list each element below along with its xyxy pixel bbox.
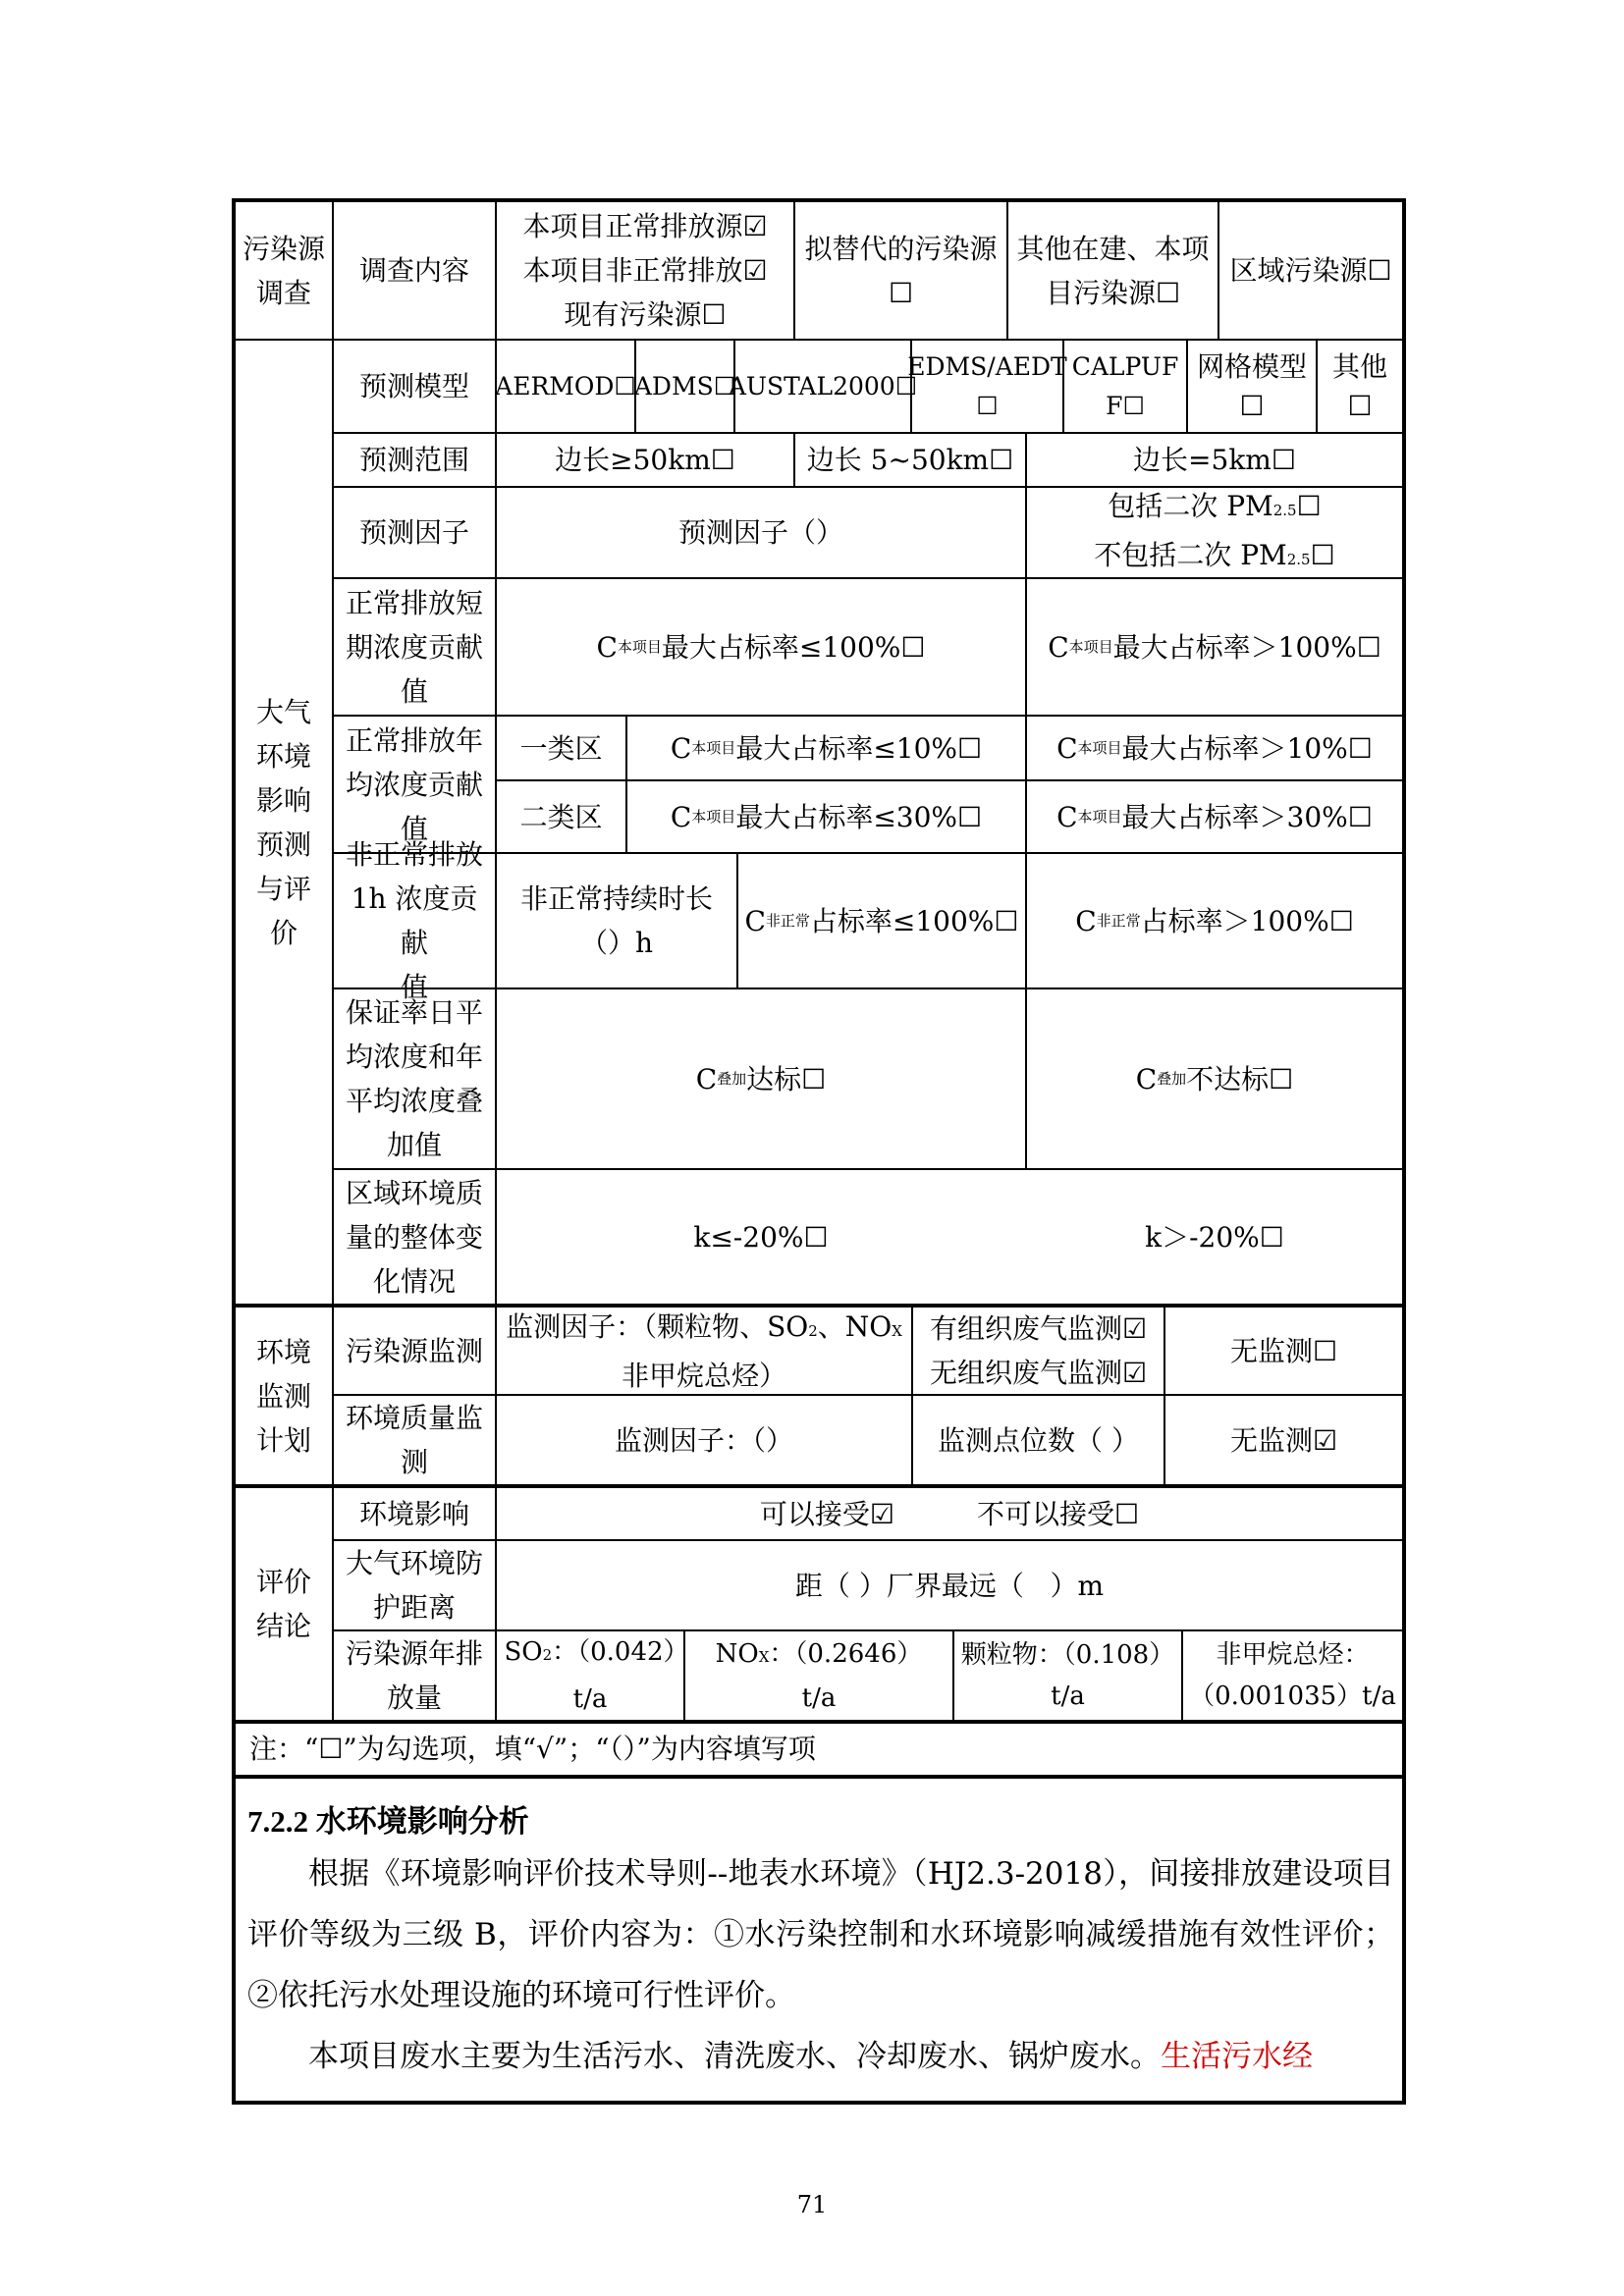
distance-label: 大气环境防 护距离 bbox=[345, 1547, 483, 1624]
model-option-calpuff: CALPUF F☐ bbox=[1071, 351, 1179, 420]
model-option-edms-aedt: EDMS/AEDT ☐ bbox=[907, 351, 1067, 420]
factor-pm25-options: 包括二次 PM2.5☐ 不包括二次 PM2.5☐ bbox=[1094, 489, 1335, 571]
survey-item-label: 调查内容 bbox=[358, 254, 469, 287]
regional-label: 区域环境质 量的整体变 化情况 bbox=[345, 1176, 483, 1298]
source-monitoring-none: 无监测☐ bbox=[1229, 1334, 1338, 1367]
conclusion-group-label: 评价 结论 bbox=[255, 1566, 311, 1642]
annual-class2-label: 二类区 bbox=[519, 800, 603, 833]
source-monitoring-types: 有组织废气监测☑ 无组织废气监测☑ bbox=[929, 1312, 1148, 1389]
emission-so2: SO2：（0.042）t/a bbox=[504, 1636, 677, 1714]
model-option-adms: ADMS☐ bbox=[633, 372, 736, 400]
quality-monitoring-factors: 监测因子：（） bbox=[614, 1423, 793, 1457]
section-paragraph-2 bbox=[247, 2026, 1394, 2087]
emission-particulate: 颗粒物：（0.108） t/a bbox=[960, 1640, 1175, 1711]
short-term-option-2: C 本项目 最大占标率＞100%☐ bbox=[1048, 630, 1381, 664]
model-option-grid: 网格模型 ☐ bbox=[1196, 349, 1307, 422]
survey-group-label: 污染源调查 bbox=[242, 232, 325, 309]
range-option-5-50km: 边长 5~50km☐ bbox=[806, 444, 1014, 476]
atmosphere-group-label: 大气 环境 影响 预测 与评 价 bbox=[255, 695, 311, 949]
abnormal-option-1: C 非正常 占标率≤100%☐ bbox=[744, 904, 1019, 937]
superposed-option-2: C 叠加 不达标☐ bbox=[1135, 1062, 1294, 1095]
survey-option-regional-sources: 区域污染源☐ bbox=[1229, 254, 1392, 287]
annual-class1-option-2: C 本项目 最大占标率＞10%☐ bbox=[1056, 731, 1373, 765]
source-monitoring-label: 污染源监测 bbox=[345, 1334, 483, 1367]
quality-monitoring-points: 监测点位数（ ） bbox=[938, 1423, 1139, 1457]
distance-value: 距（ ）厂界最远（ ）m bbox=[794, 1569, 1105, 1602]
regional-option-2: k＞-20%☐ bbox=[1145, 1220, 1284, 1254]
short-term-label: 正常排放短 期浓度贡献 值 bbox=[345, 586, 483, 708]
range-option-50km-plus: 边长≥50km☐ bbox=[555, 444, 735, 476]
factor-label: 预测因子 bbox=[358, 516, 469, 549]
emission-label: 污染源年排 放量 bbox=[345, 1637, 483, 1714]
model-label: 预测模型 bbox=[358, 370, 469, 402]
range-option-5km: 边长=5km☐ bbox=[1133, 444, 1296, 476]
model-option-other: 其他 ☐ bbox=[1331, 349, 1387, 422]
annual-class1-option-1: C 本项目 最大占标率≤10%☐ bbox=[670, 731, 983, 765]
survey-option-current-sources: 本项目正常排放源☑ 本项目非正常排放☑ 现有污染源☐ bbox=[522, 210, 768, 331]
model-option-aermod: AERMOD☐ bbox=[495, 372, 636, 400]
short-term-option-1: C 本项目 最大占标率≤100%☐ bbox=[596, 630, 926, 664]
table-note: 注：“☐”为勾选项，填“√”；“（）”为内容填写项 bbox=[249, 1732, 816, 1765]
model-option-austal2000: AUSTAL2000☐ bbox=[728, 372, 918, 400]
superposed-option-1: C 叠加 达标☐ bbox=[695, 1062, 827, 1095]
quality-monitoring-none: 无监测☑ bbox=[1229, 1423, 1338, 1457]
page-number: 71 bbox=[796, 2191, 828, 2218]
paragraph-2-highlight: 生活污水经 bbox=[1161, 2039, 1313, 2074]
emission-nmhc: 非甲烷总烃： （0.001035）t/a bbox=[1189, 1640, 1396, 1711]
annual-class1-label: 一类区 bbox=[519, 731, 603, 765]
impact-label: 环境影响 bbox=[358, 1497, 469, 1530]
section-paragraph-1: 根据《环境影响评价技术导则--地表水环境》（HJ2.3-2018），间接排放建设项目评价等级为三级 B，评价内容为：①水污染控制和水环境影响减缓措施有效性评价；②依托污水处理设施的环境可行性评价。 bbox=[247, 1856, 1394, 2013]
paragraph-2-text: 本项目废水主要为生活污水、清洗废水、冷却废水、锅炉废水。 bbox=[308, 2039, 1161, 2074]
abnormal-label: 非正常排放 1h 浓度贡献 值 bbox=[345, 838, 483, 1003]
source-monitoring-factors: 监测因子：（颗粒物、SO2、NOX 非甲烷总烃） bbox=[506, 1309, 902, 1392]
factor-value: 预测因子（） bbox=[677, 516, 843, 549]
section-title: 7.2.2 水环境影响分析 bbox=[247, 1804, 529, 1839]
abnormal-duration: 非正常持续时长 （）h bbox=[519, 882, 713, 959]
survey-option-other-projects: 其他在建、本项 目污染源☐ bbox=[1016, 232, 1210, 309]
monitoring-group-label: 环境 监测 计划 bbox=[255, 1335, 311, 1457]
annual-class2-option-1: C 本项目 最大占标率≤30%☐ bbox=[670, 800, 983, 833]
survey-option-replaced-sources: 拟替代的污染源 ☐ bbox=[804, 232, 998, 309]
regional-option-1: k≤-20%☐ bbox=[693, 1220, 829, 1254]
impact-value: 可以接受☑ 不可以接受☐ bbox=[759, 1497, 1140, 1530]
annual-label: 正常排放年 均浓度贡献 值 bbox=[345, 723, 483, 845]
annual-class2-option-2: C 本项目 最大占标率＞30%☐ bbox=[1056, 800, 1373, 833]
emission-nox: NOX：（0.2646） t/a bbox=[715, 1638, 923, 1713]
range-label: 预测范围 bbox=[358, 444, 469, 476]
abnormal-option-2: C 非正常 占标率＞100%☐ bbox=[1075, 904, 1354, 937]
quality-monitoring-label: 环境质量监 测 bbox=[345, 1402, 483, 1478]
superposed-label: 保证率日平 均浓度和年 平均浓度叠 加值 bbox=[345, 996, 483, 1161]
